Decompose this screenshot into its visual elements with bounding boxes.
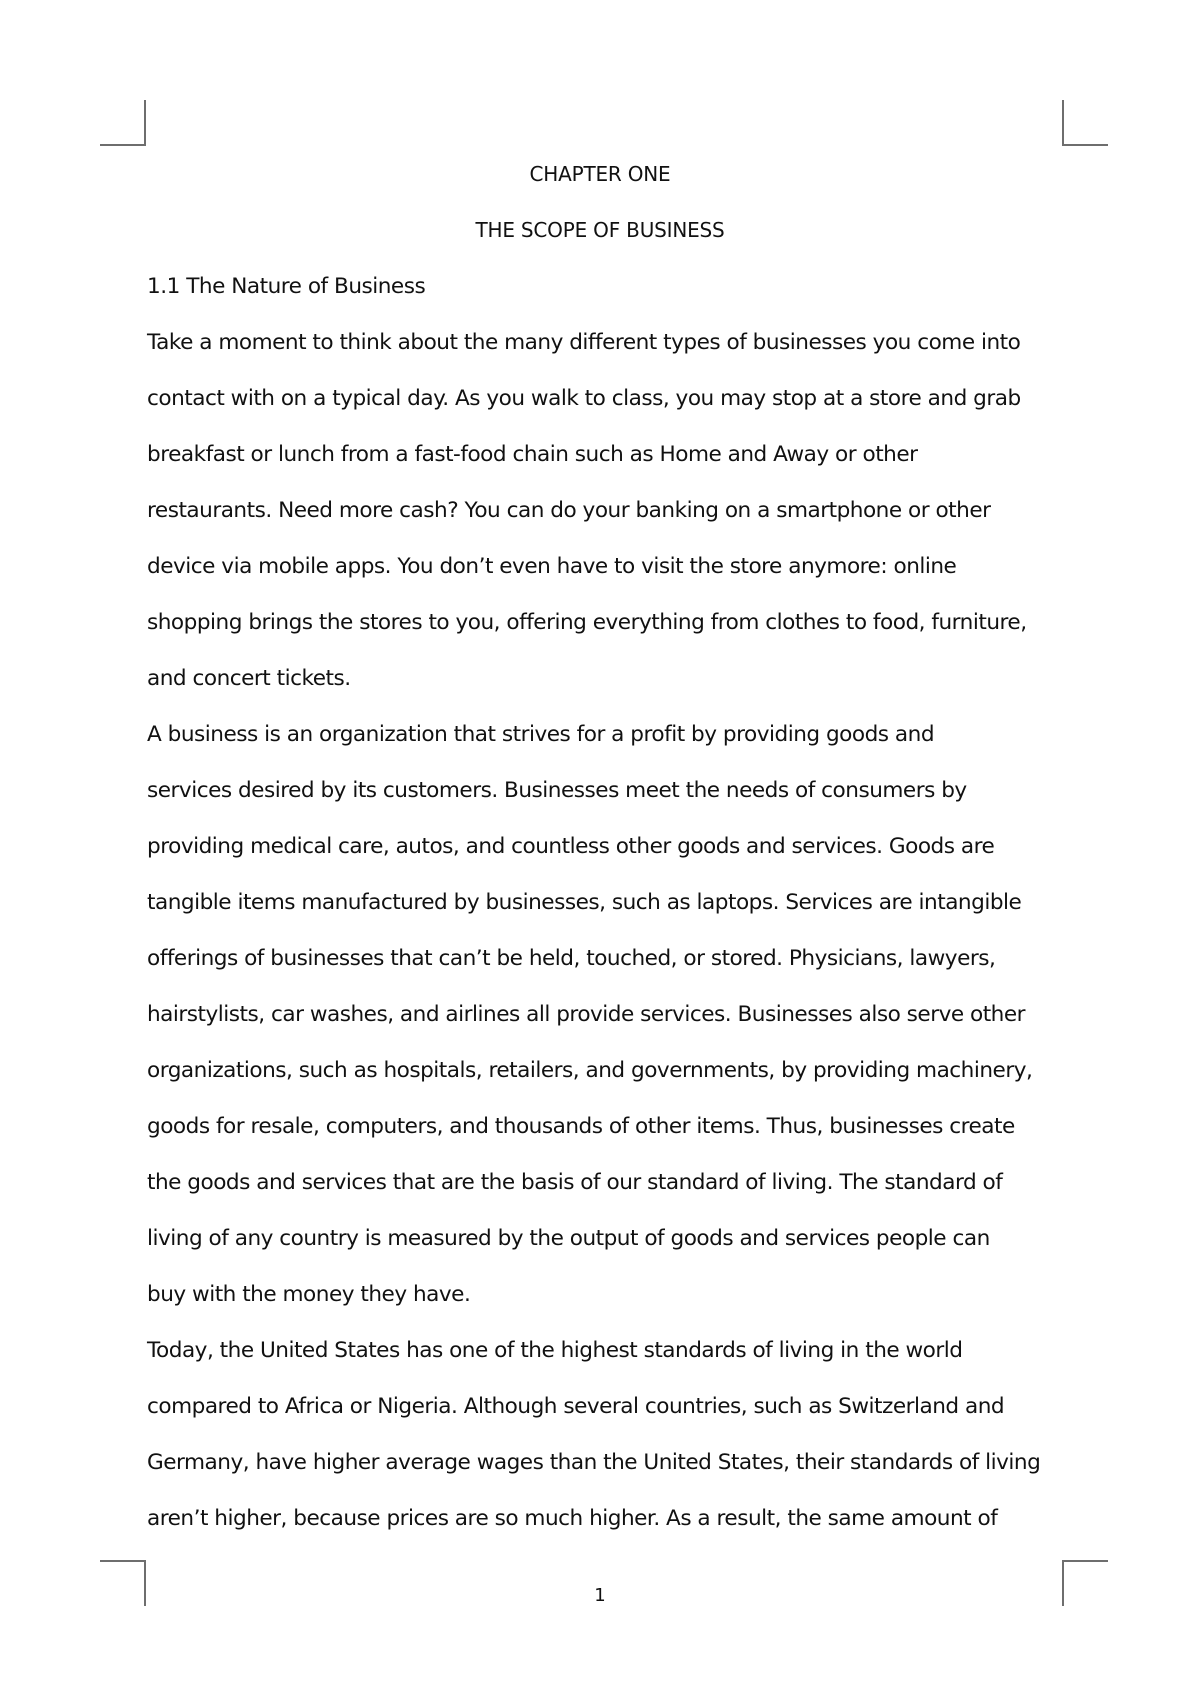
paragraph-2-line: A business is an organization that strives for a profit by providing goods and <box>147 722 935 747</box>
paragraph-1-line: shopping brings the stores to you, offering everything from clothes to food, furniture, <box>147 610 1027 635</box>
paragraph-2-line: tangible items manufactured by businesses, such as laptops. Services are intangible <box>147 890 1022 915</box>
crop-mark-top-right-vertical <box>1062 100 1064 146</box>
paragraph-3-line: Germany, have higher average wages than the United States, their standards of living <box>147 1450 1041 1475</box>
crop-mark-top-left-vertical <box>144 100 146 146</box>
page-number: 1 <box>594 1585 606 1606</box>
crop-mark-top-right-horizontal <box>1062 144 1108 146</box>
paragraph-2-line: services desired by its customers. Businesses meet the needs of consumers by <box>147 778 967 803</box>
crop-mark-top-left-horizontal <box>100 144 146 146</box>
paragraph-1-line: breakfast or lunch from a fast-food chain such as Home and Away or other <box>147 442 918 467</box>
paragraph-3-line: Today, the United States has one of the highest standards of living in the world <box>147 1338 963 1363</box>
paragraph-1-line: and concert tickets. <box>147 666 351 691</box>
crop-mark-bottom-left-horizontal <box>100 1560 146 1562</box>
section-title: THE SCOPE OF BUSINESS <box>475 218 725 242</box>
subsection-heading: 1.1 The Nature of Business <box>147 274 426 299</box>
paragraph-2-line: providing medical care, autos, and countless other goods and services. Goods are <box>147 834 995 859</box>
paragraph-3-line: compared to Africa or Nigeria. Although several countries, such as Switzerland and <box>147 1394 1005 1419</box>
chapter-title: CHAPTER ONE <box>529 162 671 186</box>
paragraph-2-line: goods for resale, computers, and thousands of other items. Thus, businesses create <box>147 1114 1015 1139</box>
paragraph-2-line: hairstylists, car washes, and airlines all provide services. Businesses also serve other <box>147 1002 1026 1027</box>
crop-mark-bottom-right-horizontal <box>1062 1560 1108 1562</box>
paragraph-1-line: Take a moment to think about the many different types of businesses you come into <box>147 330 1021 355</box>
paragraph-1-line: restaurants. Need more cash? You can do your banking on a smartphone or other <box>147 498 991 523</box>
paragraph-2-line: the goods and services that are the basis of our standard of living. The standard of <box>147 1170 1003 1195</box>
paragraph-2-line: organizations, such as hospitals, retailers, and governments, by providing machinery, <box>147 1058 1033 1083</box>
paragraph-2-line: buy with the money they have. <box>147 1282 471 1307</box>
paragraph-3-line: aren’t higher, because prices are so much higher. As a result, the same amount of <box>147 1506 998 1531</box>
paragraph-2-line: offerings of businesses that can’t be held, touched, or stored. Physicians, lawyers, <box>147 946 996 971</box>
paragraph-1-line: device via mobile apps. You don’t even have to visit the store anymore: online <box>147 554 957 579</box>
paragraph-2-line: living of any country is measured by the output of goods and services people can <box>147 1226 990 1251</box>
paragraph-1-line: contact with on a typical day. As you walk to class, you may stop at a store and grab <box>147 386 1021 411</box>
